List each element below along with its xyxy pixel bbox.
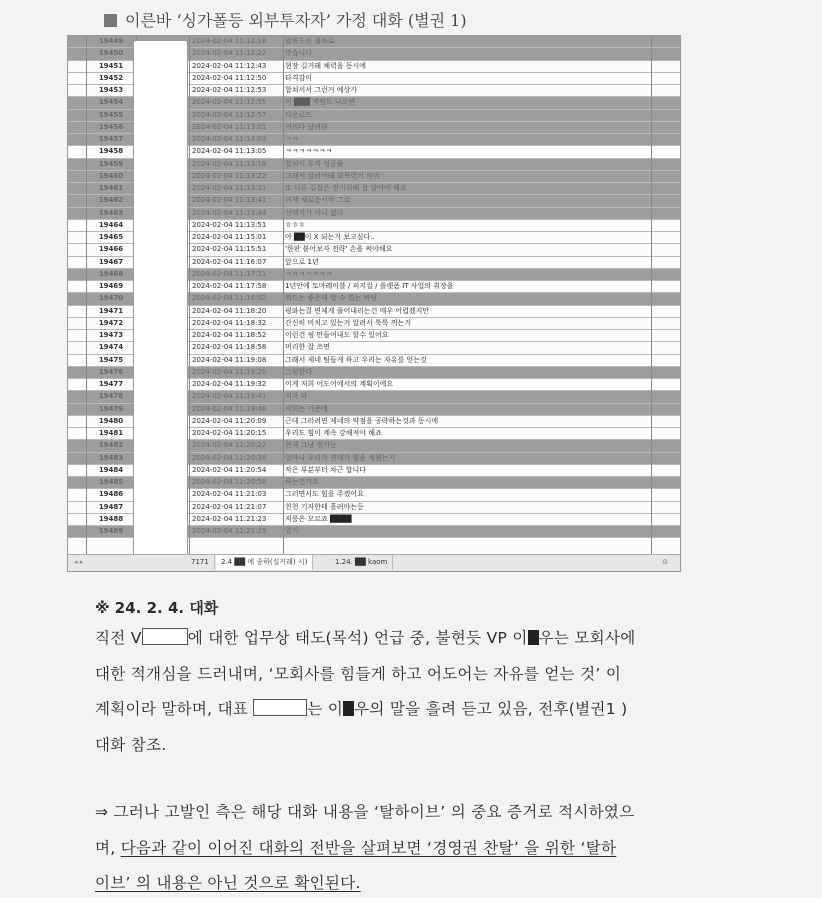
row-number: 19469 <box>98 282 124 290</box>
row-number: 19452 <box>98 73 124 82</box>
message-cell: 타격감이 <box>285 73 313 82</box>
timestamp-cell: 2024-02-04 11:19:08 <box>192 355 267 364</box>
message-cell: 얼마나 우리가 연대가 힘을 세웠는지 <box>285 453 396 462</box>
timestamp-cell: 2024-02-04 11:12:50 <box>192 73 267 82</box>
row-number: 19458 <box>98 147 124 156</box>
paragraph1-line3: 계획이라 말하며, 대표 는 이 우의 말을 흘려 듣고 있음, 전후(별권1 ) <box>95 700 628 718</box>
message-cell: 말씀드린 절차로 <box>285 37 335 45</box>
row-number: 19476 <box>98 367 124 376</box>
redaction-box <box>253 699 307 716</box>
column-divider <box>283 36 284 554</box>
sheet-tab-bar <box>68 554 680 571</box>
tab-scroll-arrows-icon[interactable]: ◂ ▸ <box>74 558 84 566</box>
message-cell: 아 ██이 X 되는거 보고싶다.. <box>285 233 375 241</box>
row-number: 19451 <box>98 61 124 70</box>
row-number: 19470 <box>98 294 124 303</box>
paragraph1-line1: 직전 V 에 대한 업무상 태도(목석) 언급 중, 불현듯 VP 이 우는 모회사에 <box>95 629 636 647</box>
timestamp-cell: 2024-02-04 11:17:31 <box>192 269 267 278</box>
timestamp-cell: 2024-02-04 11:12:22 <box>192 49 267 58</box>
row-number: 19486 <box>98 490 124 499</box>
message-cell: 우리도 힘이 계속 강해져야 해죠 <box>285 429 382 437</box>
message-cell: 천천 기자한테 흘려야는등 <box>285 502 364 511</box>
message-cell: 이게 저희 어도어에서의 계획이에요 <box>285 380 394 388</box>
message-cell: ㅋㅋㅋㅋㅋㅋㅋ <box>285 269 333 278</box>
timestamp-cell: 2024-02-04 11:13:31 <box>192 184 267 192</box>
page-title: 이른바 ‘싱가폴등 외부투자자’ 가정 대화 (별권 1) <box>104 8 467 31</box>
timestamp-cell: 2024-02-04 11:16:07 <box>192 257 267 266</box>
message-cell: 알기 <box>285 527 299 535</box>
row-number: 19481 <box>98 429 124 437</box>
timestamp-cell: 2024-02-04 11:18:58 <box>192 343 267 352</box>
sheet-tab-active[interactable]: 2.4 ██ 에 종하(실거래) 시) <box>216 555 313 570</box>
timestamp-cell: 2024-02-04 11:20:54 <box>192 465 267 474</box>
message-cell: 뭐드는 좋은데 할 수 있는 바탕 <box>285 294 378 303</box>
timestamp-cell: 2024-02-04 11:12:16 <box>192 37 267 45</box>
row-number: 19457 <box>98 135 124 143</box>
message-cell: 평와는걸 면제게 풀어내리는건 매우 어렵겠지만 <box>285 306 430 315</box>
message-cell: 앞으로 1년 <box>285 257 319 266</box>
sheet-tab[interactable]: 1.24. ██ kaom <box>330 555 393 570</box>
row-number: 19485 <box>98 478 124 486</box>
column-divider <box>86 36 87 554</box>
message-cell: '한판 붙어보자 전략' 손을 써야해요 <box>285 245 393 254</box>
message-cell: 하는건가요 <box>285 478 319 486</box>
timestamp-cell: 2024-02-04 11:12:57 <box>192 110 267 119</box>
timestamp-cell: 2024-02-04 11:19:20 <box>192 367 267 376</box>
timestamp-cell: 2024-02-04 11:21:23 <box>192 514 267 523</box>
row-number: 19466 <box>98 245 124 254</box>
timestamp-cell: 2024-02-04 11:17:58 <box>192 282 267 290</box>
row-number: 19477 <box>98 380 124 388</box>
timestamp-cell: 2024-02-04 11:13:41 <box>192 196 267 205</box>
row-number: 19489 <box>98 527 124 535</box>
row-number: 19460 <box>98 171 124 180</box>
section-heading: ※ 24. 2. 4. 대화 <box>95 599 219 617</box>
redaction-box <box>142 628 188 645</box>
message-cell: 이런건 핑 만들어내도 할수 있어요 <box>285 331 389 339</box>
redaction-box <box>133 40 188 560</box>
message-cell: 또 다른 길잡은 얻기위해 잘 알아야 해요 <box>285 184 407 192</box>
message-cell: ㅋㅋ <box>285 135 299 143</box>
message-cell: 근데 그러려면 제네의 약점을 공략하는것과 동시에 <box>285 416 439 425</box>
timestamp-cell: 2024-02-04 11:18:52 <box>192 331 267 339</box>
timestamp-cell: 2024-02-04 11:20:22 <box>192 441 267 450</box>
row-number: 19468 <box>98 269 124 278</box>
square-bullet-icon <box>104 14 117 27</box>
message-cell: 저릉은 모르죠 ████ <box>285 514 352 523</box>
redaction-mark <box>343 701 354 716</box>
row-number: 19455 <box>98 110 124 119</box>
row-number: 19461 <box>98 184 124 192</box>
row-number: 19480 <box>98 416 124 425</box>
sheet-tab[interactable]: 7171 <box>186 555 215 570</box>
row-number: 19463 <box>98 208 124 217</box>
timestamp-cell: 2024-02-04 11:13:18 <box>192 159 267 168</box>
message-cell: 합쳐서서 그런거 예상가 <box>285 86 358 94</box>
message-cell: 맞습니다 <box>285 49 313 58</box>
row-number: 19471 <box>98 306 124 315</box>
row-number: 19483 <box>98 453 124 462</box>
message-cell: 이제 새로운시작 그로 <box>285 196 351 205</box>
row-number: 19465 <box>98 233 124 241</box>
row-number: 19488 <box>98 514 124 523</box>
message-cell: 저희는 기준에 <box>285 404 328 413</box>
timestamp-cell: 2024-02-04 11:13:03 <box>192 135 267 143</box>
timestamp-cell: 2024-02-04 11:21:07 <box>192 502 267 511</box>
message-cell: 그래서 제네 팀들게 하고 우리는 자유를 얻는것 <box>285 355 427 364</box>
timestamp-cell: 2024-02-04 11:21:29 <box>192 527 267 535</box>
paragraph1-line4: 대화 참조. <box>95 736 167 754</box>
message-cell: ㅋㅋㅋㅋㅋㅋㅋ <box>285 147 333 156</box>
row-number: 19475 <box>98 355 124 364</box>
timestamp-cell: 2024-02-04 11:13:51 <box>192 220 267 229</box>
timestamp-cell: 2024-02-04 11:20:15 <box>192 429 267 437</box>
timestamp-cell: 2024-02-04 11:13:44 <box>192 208 267 217</box>
timestamp-cell: 2024-02-04 11:18:20 <box>192 306 267 315</box>
paragraph2-line1: ⇒ 그러나 고발인 측은 해당 대화 내용을 ‘탈하이브’ 의 중요 증거로 적시하였으 <box>95 803 635 821</box>
timestamp-cell: 2024-02-04 11:20:38 <box>192 453 267 462</box>
row-number: 19482 <box>98 441 124 450</box>
timestamp-cell: 2024-02-04 11:18:02 <box>192 294 267 303</box>
timestamp-cell: 2024-02-04 11:18:32 <box>192 318 267 327</box>
redaction-mark <box>528 630 539 645</box>
timestamp-cell: 2024-02-04 11:12:55 <box>192 98 267 107</box>
message-cell: 현장 길거래 체력을 동시에 <box>285 61 367 70</box>
message-cell: 다운로드 <box>285 110 313 119</box>
row-number: 19473 <box>98 331 124 339</box>
message-cell: 1년안에 토마레이블 / 피지컬 / 플랫폼 IT 사업의 취장을 <box>285 282 454 290</box>
message-cell: ㅎㅎㅎ <box>285 220 306 229</box>
row-number: 19484 <box>98 465 124 474</box>
timestamp-cell: 2024-02-04 11:12:43 <box>192 61 267 70</box>
timestamp-cell: 2024-02-04 11:20:58 <box>192 478 267 486</box>
row-number: 19453 <box>98 86 124 94</box>
row-number: 19449 <box>98 37 124 45</box>
timestamp-cell: 2024-02-04 11:12:53 <box>192 86 267 94</box>
timestamp-cell: 2024-02-04 11:19:32 <box>192 380 267 388</box>
row-number: 19474 <box>98 343 124 352</box>
timestamp-cell: 2024-02-04 11:19:41 <box>192 392 267 401</box>
row-number: 19487 <box>98 502 124 511</box>
row-number: 19454 <box>98 98 124 107</box>
paragraph1-line2: 대한 적개심을 드러내며, ‘모회사를 힘들게 하고 어도어는 자유를 얻는 것’ 이 <box>95 665 622 683</box>
row-number: 19462 <box>98 196 124 205</box>
timestamp-cell: 2024-02-04 11:15:01 <box>192 233 267 241</box>
message-cell: 거의다 날려라 <box>285 122 328 131</box>
row-number: 19456 <box>98 122 124 131</box>
column-divider <box>651 36 652 554</box>
message-cell: 그러면서도 힘을 주겠어요 <box>285 490 364 499</box>
row-number: 19472 <box>98 318 124 327</box>
timestamp-cell: 2024-02-04 11:21:03 <box>192 490 267 499</box>
timestamp-cell: 2024-02-04 11:13:22 <box>192 171 267 180</box>
message-cell: 합쳐서 투자 성공률 <box>285 159 344 168</box>
message-cell: 그래서 살려야돼 회복력이 의미 <box>285 171 380 180</box>
row-number: 19459 <box>98 159 124 168</box>
message-cell: 현재 그냥 원가능 <box>285 441 337 450</box>
timestamp-cell: 2024-02-04 11:13:01 <box>192 122 267 131</box>
timestamp-cell: 2024-02-04 11:15:51 <box>192 245 267 254</box>
timestamp-cell: 2024-02-04 11:19:48 <box>192 404 267 413</box>
row-number: 19467 <box>98 257 124 266</box>
message-cell: 간신히 비치고 있는거 알려서 툭툭 꺼는거 <box>285 318 412 327</box>
paragraph2-line2: 며, 다음과 같이 이어진 대화의 전반을 살펴보면 ‘경영권 찬탈’ 을 위한 ‘탈하 <box>95 839 617 857</box>
message-cell: 그렇한다 <box>285 367 313 376</box>
timestamp-cell: 2024-02-04 11:13:05 <box>192 147 267 156</box>
spreadsheet-screenshot <box>67 35 681 572</box>
row-number: 19450 <box>98 49 124 58</box>
message-cell: 이 ███ 게임도 나오면 <box>285 98 356 107</box>
row-number: 19464 <box>98 220 124 229</box>
sheet-options-icon: ⊙ <box>662 558 668 566</box>
message-cell: 선택지가 아니 없다 <box>285 208 344 217</box>
timestamp-cell: 2024-02-04 11:20:09 <box>192 416 267 425</box>
column-divider <box>189 36 190 554</box>
message-cell: 머리한 잘 쓰면 <box>285 343 331 352</box>
paragraph2-line3: 이브’ 의 내용은 아닌 것으로 확인된다. <box>95 874 361 892</box>
row-number: 19478 <box>98 392 124 401</box>
message-cell: 작은 부분부터 차근 합니다 <box>285 465 367 474</box>
message-cell: 저자 타 <box>285 392 308 401</box>
row-number: 19479 <box>98 404 124 413</box>
